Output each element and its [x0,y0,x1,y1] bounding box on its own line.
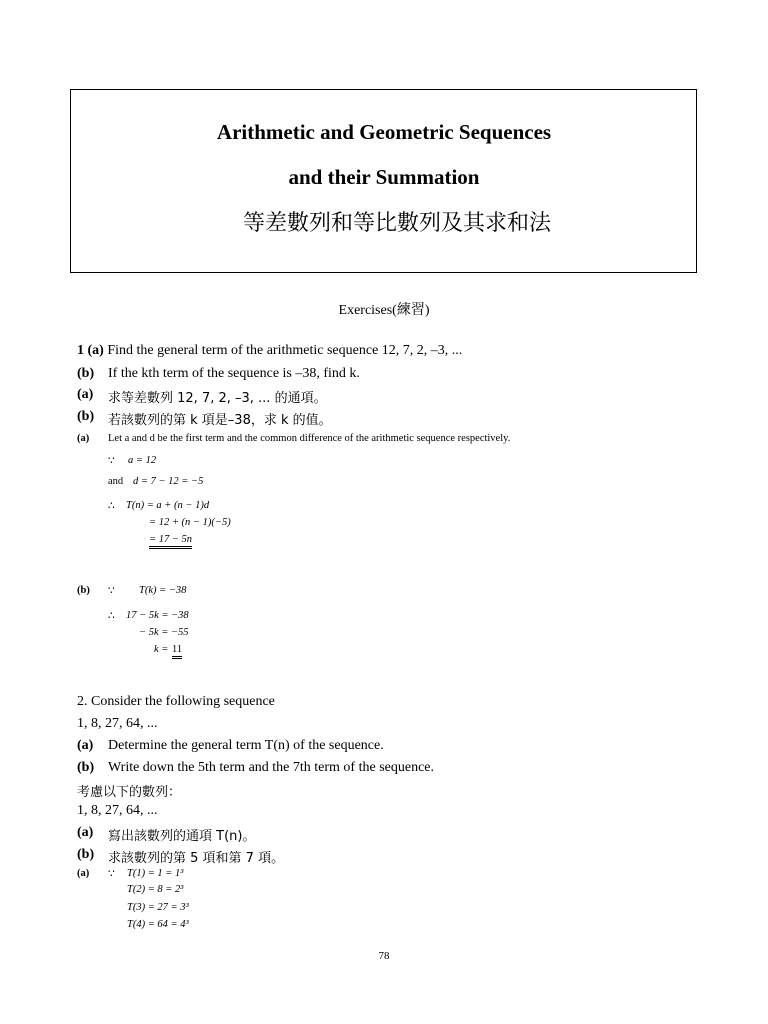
q2-a-tag: (a) [77,738,94,753]
q2-b-text: Write down the 5th term and the 7th term of the sequence. [108,760,434,775]
q1-sol-b-since: ∵ [108,586,115,597]
q1-a-text: Find the general term of the arithmetic sequence 12, 7, 2, –3, ... [107,343,463,358]
q2-a-text: Determine the general term T(n) of the sequence. [108,738,384,753]
q2-b-tag: (b) [77,760,95,775]
page-number: 78 [378,950,390,962]
q1-number: 1 [77,343,84,358]
title-line-1: Arithmetic and Geometric Sequences [216,120,552,144]
q1-b-text: If the kth term of the sequence is –38, find k. [108,366,360,381]
q2-sol-a-tag: (a) [77,868,90,879]
q1-sol-b-tag: (b) [77,585,90,596]
q1-b-tag-zh: (b) [77,409,95,424]
q1-sol-a-line2: d = 7 − 12 = −5 [133,476,204,487]
q1-sol-a-and: and [108,476,124,487]
q1-sol-a-line3: T(n) = a + (n − 1)d [126,500,210,511]
q1-b-tag: (b) [77,366,95,381]
q1-sol-b-line4-val: 11 [172,644,182,659]
title-line-2: and their Summation [288,165,480,189]
q1-a-text-zh: 求等差數列 12, 7, 2, –3, ... 的通項。 [108,391,327,406]
q1-sol-a-line5: = 17 − 5n [149,534,192,549]
q1-sol-b-line1: T(k) = −38 [139,585,187,596]
q2-b-tag-zh: (b) [77,847,95,862]
q2-a-text-zh: 寫出該數列的通項 T(n)。 [108,829,256,844]
q1-sol-a-line4: = 12 + (n − 1)(−5) [149,517,231,528]
q1-sol-a-intro: Let a and d be the first term and the common difference of the arithmetic sequence respectively. [108,433,511,444]
q2-sol-a-line3: T(3) = 27 = 3³ [127,902,189,913]
q2-sol-a-since: ∵ [108,869,115,880]
q2-sol-a-line4: T(4) = 64 = 4³ [127,919,189,930]
q1-b-text-zh: 若該數列的第 k 項是–38，求 k 的值。 [108,413,332,428]
q1-sol-b-line4-lhs: k = [154,644,169,655]
title-chinese: 等差數列和等比數列及其求和法 [243,211,552,236]
q1-sol-a-tag: (a) [77,433,90,444]
q1-a-tag-zh: (a) [77,387,94,402]
q2-sequence: 1, 8, 27, 64, ... [77,716,158,731]
q2-sequence-zh: 1, 8, 27, 64, ... [77,803,158,818]
q1-part-a-en [77,343,462,359]
q1-sol-a-line1: a = 12 [128,455,157,466]
q1-sol-b-therefore: ∴ [108,611,115,622]
q2-sol-a-line1: T(1) = 1 = 1³ [127,868,184,879]
q2-heading: 2. Consider the following sequence [77,694,275,709]
q1-sol-a-therefore: ∴ [108,501,115,512]
q1-sol-a-since: ∵ [108,456,115,467]
section-label: Exercises(練習) [338,303,430,318]
q1-a-tag: (a) [87,343,104,358]
q2-sol-a-line2: T(2) = 8 = 2³ [127,884,184,895]
q1-sol-b-line3: − 5k = −55 [139,627,189,638]
q1-sol-b-line2: 17 − 5k = −38 [126,610,189,621]
q2-heading-zh: 考慮以下的數列： [77,785,182,800]
q2-a-tag-zh: (a) [77,825,94,840]
q2-b-text-zh: 求該數列的第 5 項和第 7 項。 [108,851,285,866]
